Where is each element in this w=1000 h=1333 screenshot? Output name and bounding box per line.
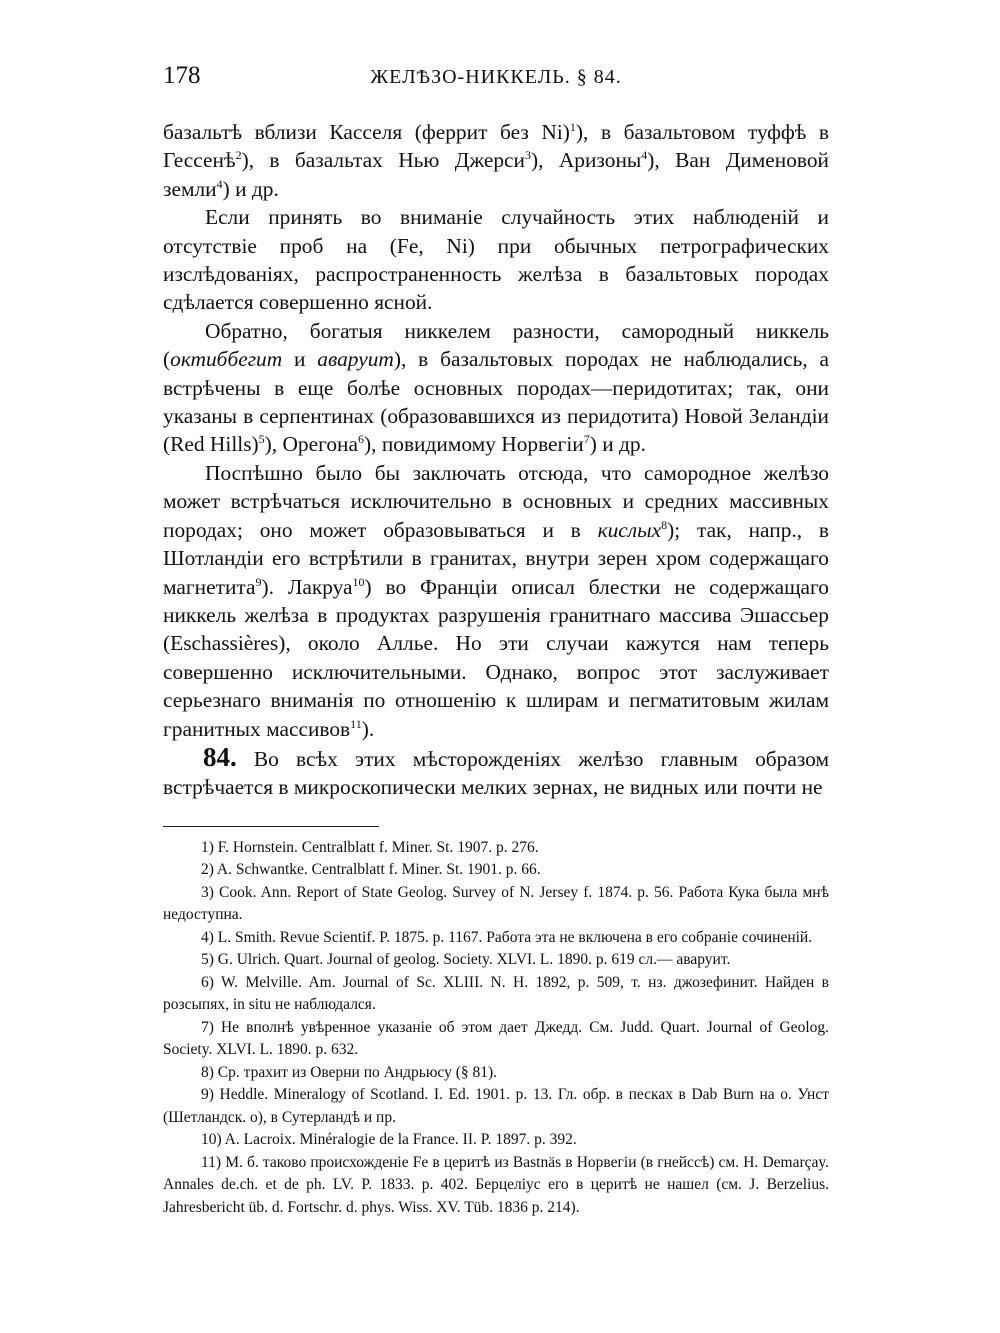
text-run: ), в базальтовом туффѣ в Гессенѣ — [163, 120, 829, 173]
footnote-ref: 5 — [258, 432, 265, 447]
text-run: Обратно, богатыя никкелем разности, самородный никкель ( — [163, 318, 829, 372]
text-run: ), в базальтовых породах не наблюдались, а встрѣчены в еще болѣе основных породах—перидотитах; так, они указаны в серпентинах (образовавшихся из перидотита) Новой Зеландіи (Red Hills) — [163, 347, 829, 457]
italic-term: кислых — [597, 517, 662, 542]
footnote: 3) Cook. Ann. Report of State Geolog. Survey of N. Jersey f. 1874. p. 56. Работа Кука была мнѣ недоступна. — [163, 883, 829, 924]
page-header — [163, 62, 829, 100]
footnote: 9) Heddle. Mineralogy of Scotland. I. Ed. 1901. p. 13. Гл. обр. в песках в Dab Burn на о. Унст (Шетландск. о), в Сутерландѣ и пр. — [163, 1086, 829, 1126]
text-run: Во всѣх этих мѣсторожденіях желѣзо главным образом встрѣчается в микроскопически мелких зернах, не видных или почти не — [163, 746, 829, 800]
footnote-ref: 7 — [583, 432, 590, 447]
paragraph — [163, 459, 829, 743]
text-run: ). — [361, 716, 375, 741]
footnote: 4) L. Smith. Revue Scientif. P. 1875. p. 1167. Работа эта не включена в его собраніе сочиненій. — [201, 928, 813, 946]
footnote-ref: 9 — [255, 574, 262, 589]
main-text — [163, 118, 829, 802]
footnote-ref: 6 — [358, 432, 364, 447]
section-paragraph — [163, 743, 829, 802]
text-run: ) во Франціи описал блестки не содержащаго никкель желѣза в продуктах разрушенія гранитнаго массива Эшассьер (Eschassières), около Алльe. Но эти случаи кажутся нам теперь совершенно исключительными. Однако, вопрос этот заслуживает серьезнаго вниманія по отношенію к шлирам и пегматитовым жилам гранитных массивов — [163, 574, 829, 741]
text-run: ), Ван Дименовой земли — [163, 148, 830, 201]
footnote: 11) М. б. таково происхожденіе Fe в церитѣ из Bastnäs в Норвегіи (в гнейссѣ) см. H. Demarçay. Annales de.ch. et de ph. LV. P. 1833. p. 402. Берцеліус его в церитѣ не нашел (см. J. Berzelius. Jahresbericht üb. d. Fortschr. d. phys. Wiss. XV. Tüb. 1836 p. 214). — [163, 1153, 829, 1216]
footnote-ref: 4 — [216, 176, 223, 191]
page-number: 178 — [163, 62, 201, 89]
footnote: 5) G. Ulrich. Quart. Journal of geolog. Society. XLVI. L. 1890. p. 619 сл.— аваруит. — [201, 951, 731, 969]
footnote-ref: 8 — [661, 517, 668, 532]
text-run: ) и др. — [589, 432, 646, 457]
text-run: ) и др. — [222, 176, 279, 201]
footnote: 8) Ср. трахит из Оверни по Андрьюсу (§ 81). — [201, 1063, 498, 1081]
footnotes — [163, 837, 829, 1220]
footnote: 1) F. Hornstein. Centralblatt f. Miner. St. 1907. p. 276. — [201, 838, 539, 856]
italic-term: октиббегит — [170, 347, 283, 372]
footnote-ref: 10 — [352, 574, 365, 589]
footnote-ref: 1 — [569, 119, 576, 134]
book-page — [163, 62, 829, 1219]
footnote: 10) A. Lacroix. Minéralogie de la France. II. P. 1897. p. 392. — [201, 1131, 577, 1149]
footnote-ref: 11 — [350, 716, 362, 731]
text-run: и — [282, 347, 318, 372]
footnote: 6) W. Melville. Am. Journal of Sc. XLIII. N. H. 1892, p. 509, т. нз. джозефинит. Найден в розсыпях, in situ не наблюдался. — [163, 973, 829, 1014]
running-title: ЖЕЛѢЗО-НИККЕЛЬ. § 84. — [370, 66, 622, 88]
text-run: Поспѣшно было бы заключать отсюда, что самородное желѣзо может встрѣчаться исключительно в основных и средних массивных породах; оно может образовываться и в — [163, 460, 829, 542]
footnote-ref: 2 — [235, 148, 242, 163]
paragraph-continued — [163, 118, 829, 203]
text-run: ); так, напр., в Шотландіи его встрѣтили в гранитах, внутри зерен хром содержащаго магнетита — [163, 517, 829, 599]
text-run: ), повидимому Норвегіи — [364, 432, 584, 457]
paragraph — [163, 317, 829, 459]
text-run: ), Аризоны — [530, 148, 642, 173]
paragraph: Если принять во вниманіе случайность этих наблюденій и отсутствіе проб на (Fe, Ni) при обычных петрографических изслѣдованіях, распространенность желѣза в базальтовых породах сдѣлается совершенно ясной. — [163, 205, 829, 315]
footnote-rule — [163, 826, 379, 827]
footnote: 2) A. Schwantke. Centralblatt f. Miner. St. 1901. p. 66. — [201, 861, 541, 879]
footnote: 7) Не вполнѣ увѣренное указаніе об этом дает Джедд. См. Judd. Quart. Journal of Geolog. Society. XLVI. L. 1890. p. 632. — [163, 1018, 829, 1059]
text-run: ), в базальтах Нью Джерси — [241, 148, 525, 173]
text-run: ), Орегона — [264, 432, 358, 457]
text-run: ). Лакруа — [261, 574, 353, 599]
section-number: 84. — [203, 741, 237, 772]
text-run: базальтѣ вблизи Касселя (феррит без Ni) — [163, 120, 570, 144]
italic-term: аваруит — [317, 347, 394, 372]
footnote-ref: 4 — [641, 148, 648, 163]
footnote-ref: 3 — [524, 148, 531, 163]
